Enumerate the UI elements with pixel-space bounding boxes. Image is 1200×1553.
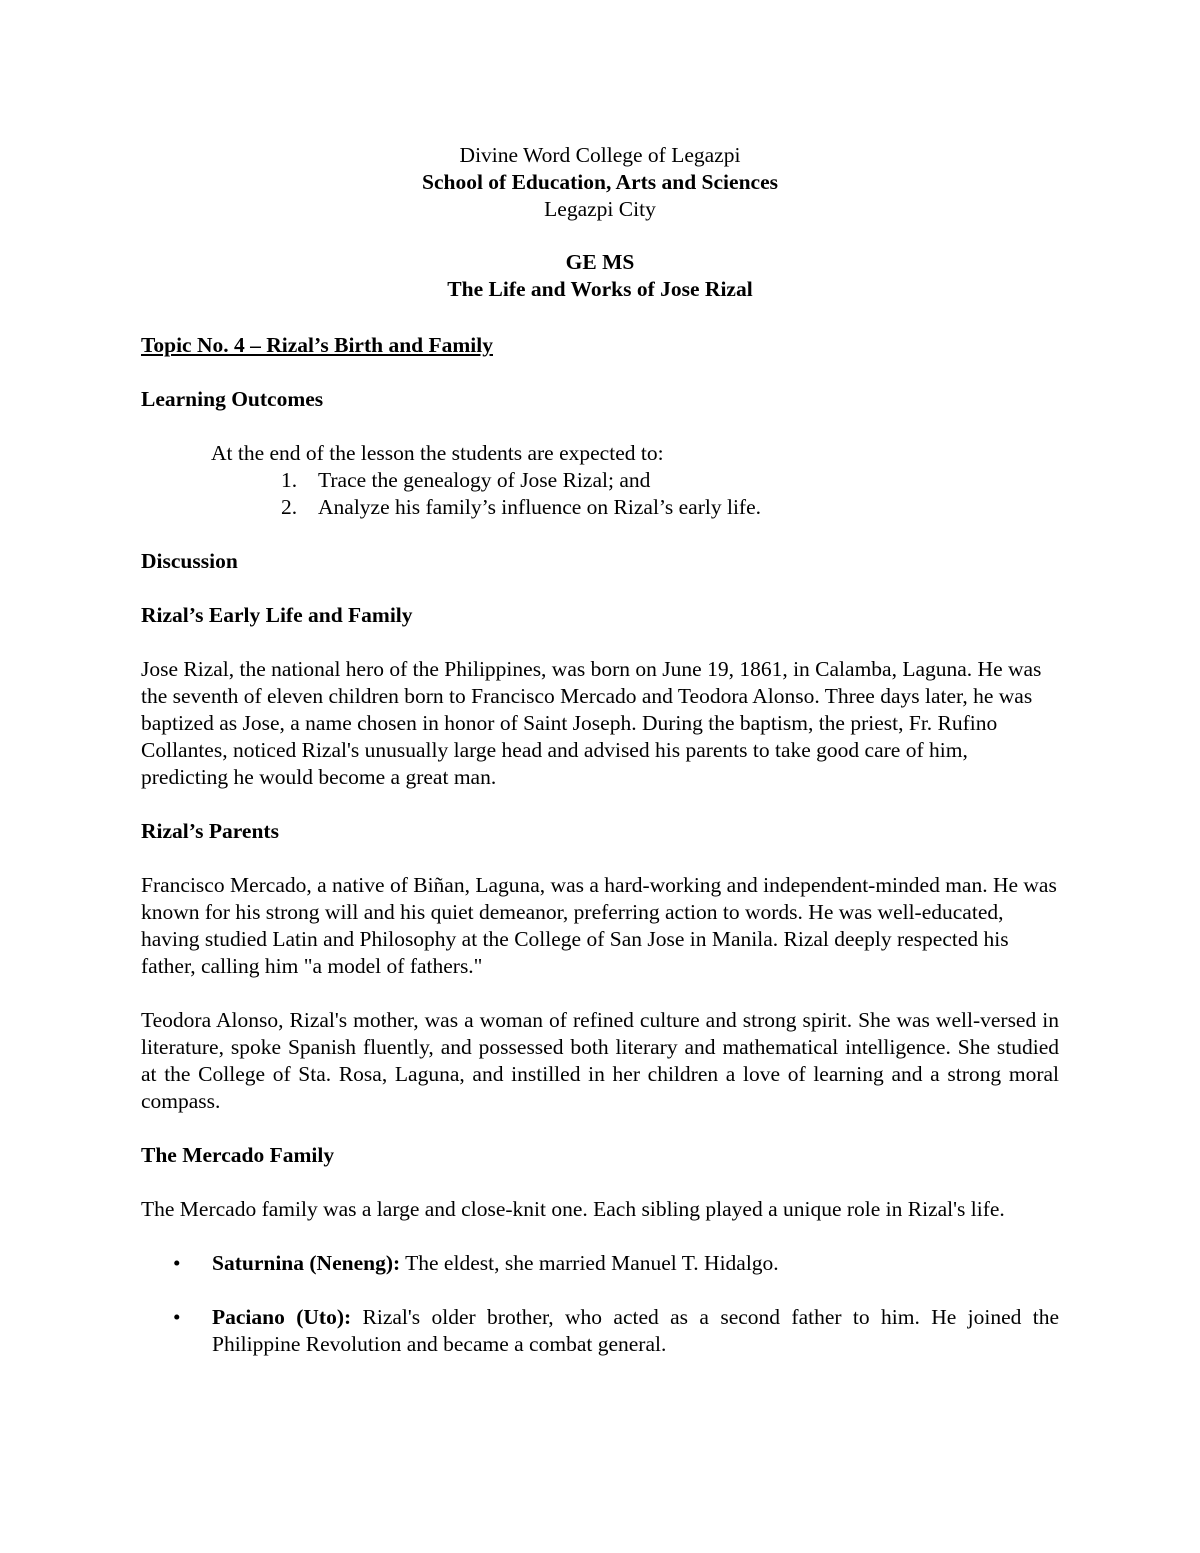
list-item: [141, 1304, 1059, 1358]
mother-paragraph: Teodora Alonso, Rizal's mother, was a woman of refined culture and strong spirit. She was well-versed in literature, spoke Spanish fluently, and possessed both literary and mathematical intelligence. She studied at the College of Sta. Rosa, Laguna, and instilled in her children a love of learning and a strong moral compass.: [141, 1008, 1059, 1113]
siblings-list: [141, 1250, 1059, 1358]
father-paragraph: Francisco Mercado, a native of Biñan, Laguna, was a hard-working and independent-minded man. He was known for his strong will and his quiet demeanor, preferring action to words. He was well-educated, having studied Latin and Philosophy at the College of San Jose in Manila. Rizal deeply respected his father, calling him "a model of fathers.": [141, 873, 1057, 978]
document-body: [141, 332, 1059, 1385]
sibling-name: Paciano (Uto):: [212, 1305, 352, 1329]
parents-heading: Rizal’s Parents: [141, 819, 279, 843]
sibling-description: Rizal's older brother, who acted as a second father to him. He joined the Philippine Revolution and became a combat general.: [212, 1305, 1060, 1356]
course-title: The Life and Works of Jose Rizal: [447, 277, 753, 301]
early-life-paragraph: Jose Rizal, the national hero of the Philippines, was born on June 19, 1861, in Calamba, Laguna. He was the seventh of eleven children born to Francisco Mercado and Teodora Alonso. Three days later, he was baptized as Jose, a name chosen in honor of Saint Joseph. During the baptism, the priest, Fr. Rufino Collantes, noticed Rizal's unusually large head and advised his parents to take good care of him, predicting he would become a great man.: [141, 657, 1042, 789]
sibling-name: Saturnina (Neneng):: [212, 1251, 401, 1275]
topic-title: Topic No. 4 – Rizal’s Birth and Family: [141, 333, 493, 357]
list-item-text: Analyze his family’s influence on Rizal’s early life.: [318, 495, 761, 519]
mercado-family-intro: The Mercado family was a large and close-knit one. Each sibling played a unique role in Rizal's life.: [141, 1197, 1005, 1221]
school-name: School of Education, Arts and Sciences: [422, 170, 778, 194]
list-item: [141, 494, 1059, 521]
mercado-family-heading: The Mercado Family: [141, 1143, 335, 1167]
list-item-text: Trace the genealogy of Jose Rizal; and: [318, 468, 651, 492]
college-name: Divine Word College of Legazpi: [459, 143, 741, 167]
document-header: [0, 142, 1200, 303]
learning-outcomes-heading: Learning Outcomes: [141, 387, 324, 411]
list-item: [141, 1250, 1059, 1277]
bullet-icon: •: [173, 1251, 181, 1275]
list-item: [141, 467, 1059, 494]
city-name: Legazpi City: [544, 197, 656, 221]
list-item-number: 2.: [281, 495, 298, 519]
list-item-number: 1.: [281, 468, 298, 492]
discussion-heading: Discussion: [141, 549, 238, 573]
course-code: GE MS: [565, 250, 635, 274]
early-life-heading: Rizal’s Early Life and Family: [141, 603, 413, 627]
learning-outcomes-intro: At the end of the lesson the students are expected to:: [211, 441, 664, 465]
learning-outcomes-list: [141, 467, 1059, 521]
bullet-icon: •: [173, 1305, 181, 1329]
sibling-description: The eldest, she married Manuel T. Hidalgo.: [400, 1251, 779, 1275]
